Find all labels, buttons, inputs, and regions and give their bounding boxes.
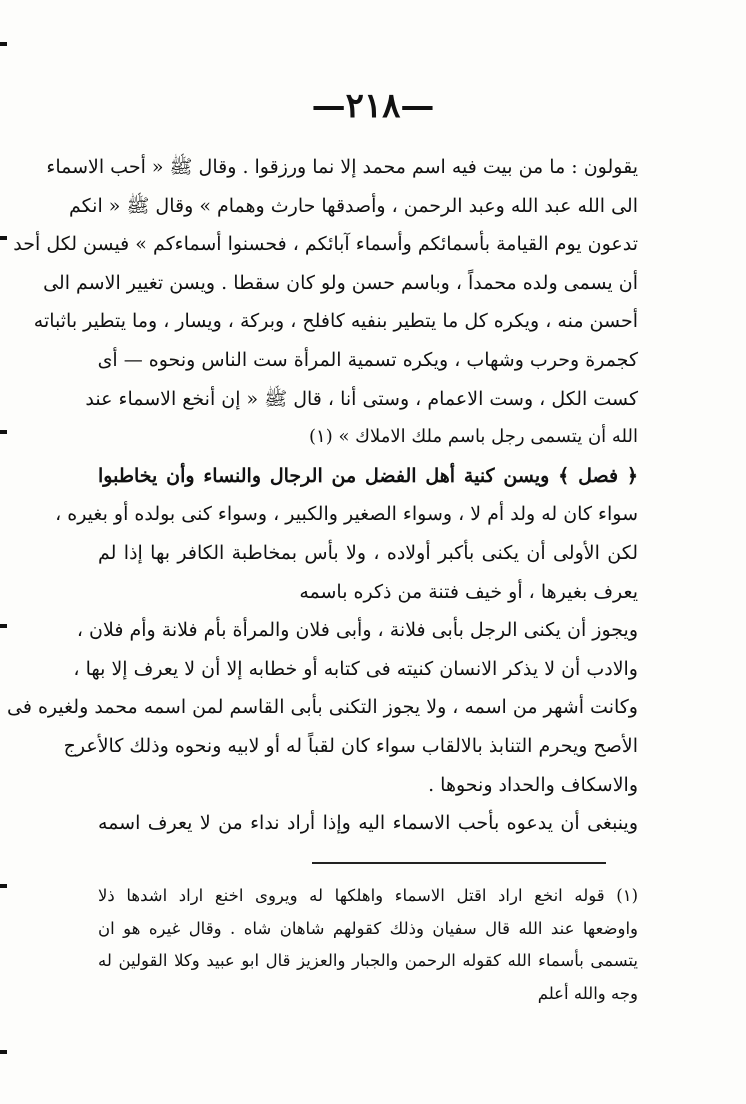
text-line: تدعون يوم القيامة بأسمائكم وأسماء آبائكم ، فحسنوا أسماءكم » فيسن لكل أحد <box>13 233 638 256</box>
section-heading-line: ﴿ فصل ﴾ ويسن كنية أهل الفضل من الرجال والنساء وأن يخاطبوا <box>98 464 638 487</box>
footnote-line: وجه والله أعلم <box>537 983 638 1003</box>
footnote-line: واوضعها عند الله قال سفيان وذلك كقولهم شاهان شاه . وقال غيره هو ان <box>98 918 639 938</box>
text-line: الله أن يتسمى رجل باسم ملك الاملاك » (١) <box>309 426 638 448</box>
text-line: أحسن منه ، ويكره كل ما يتطير بنفيه كافلح ، وبركة ، ويسار ، وما يتطير باثباته <box>33 310 638 333</box>
text-line: لكن الأولى أن يكنى بأكبر أولاده ، ولا بأس بمخاطبة الكافر بها إذا لم <box>98 541 638 564</box>
scan-edge-mark <box>0 884 7 888</box>
text-line: يعرف بغيرها ، أو خيف فتنة من ذكره باسمه <box>299 580 638 603</box>
text-line: يقولون : ما من بيت فيه اسم محمد إلا نما ورزقوا . وقال ﷺ « أحب الاسماء <box>46 156 638 178</box>
scan-edge-mark <box>0 430 7 434</box>
text-line: ويجوز أن يكنى الرجل بأبى فلانة ، وأبى فلان والمرأة بأم فلانة وأم فلان ، <box>76 619 638 642</box>
text-line: سواء كان له ولد أم لا ، وسواء الصغير والكبير ، وسواء كنى بولده أو بغيره ، <box>55 503 638 526</box>
scan-edge-mark <box>0 236 7 240</box>
page-number: —٢١٨— <box>311 86 435 126</box>
text-line: وكانت أشهر من اسمه ، ولا يجوز التكنى بأبى القاسم لمن اسمه محمد ولغيره فى <box>7 696 638 719</box>
text-line: أن يسمى ولده محمداً ، وباسم حسن ولو كان سقطا . ويسن تغيير الاسم الى <box>43 271 638 294</box>
footnote-line: (١) قوله انخع اراد اقتل الاسماء واهلكها له ويروى اخنع اراد اشدها ذلا <box>98 886 638 905</box>
text-line: وينبغى أن يدعوه بأحب الاسماء اليه وإذا أراد نداء من لا يعرف اسمه <box>98 812 638 835</box>
scan-edge-mark <box>0 624 7 628</box>
text-line: والادب أن لا يذكر الانسان كنيته فى كتابه أو خطابه إلا أن لا يعرف إلا بها ، <box>73 657 638 680</box>
footnote-divider <box>312 862 606 864</box>
main-text <box>7 148 638 843</box>
text-line: والاسكاف والحداد ونحوها . <box>428 773 638 796</box>
footnote <box>98 880 638 1010</box>
scan-edge-mark <box>0 42 7 46</box>
text-line: الأصح ويحرم التنابذ بالالقاب سواء كان لقباً له أو لابيه ونحوه وذلك كالأعرج <box>63 734 638 757</box>
text-line: كجمرة وحرب وشهاب ، ويكره تسمية المرأة ست الناس ونحوه — أى <box>97 348 638 371</box>
text-line: الى الله عبد الله وعبد الرحمن ، وأصدقها حارث وهمام » وقال ﷺ « انكم <box>69 194 638 217</box>
footnote-line: يتسمى بأسماء الله كقوله الرحمن والجبار والعزيز قال ابو عبيد وكلا القولين له <box>98 951 638 970</box>
scan-edge-mark <box>0 1050 7 1054</box>
text-line: كست الكل ، وست الاعمام ، وستى أنا ، قال ﷺ « إن أنخع الاسماء عند <box>85 387 638 410</box>
